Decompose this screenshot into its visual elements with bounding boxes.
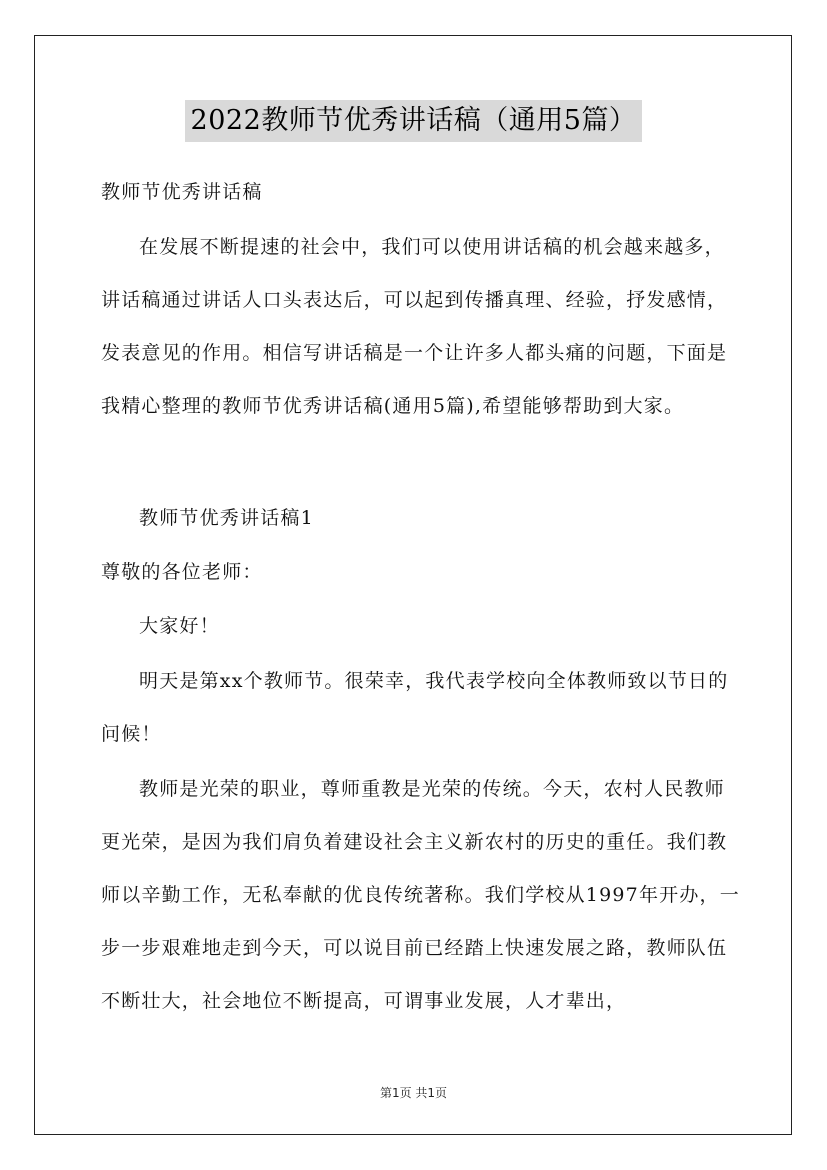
greeting: 大家好！ [139, 615, 220, 637]
document-subtitle: 教师节优秀讲话稿 [101, 181, 263, 203]
paragraph-2: 教师是光荣的职业，尊师重教是光荣的传统。今天，农村人民教师更光荣，是因为我们肩负着建设社会主义新农村的历史的重任。我们教师以辛勤工作，无私奉献的优良传统著称。我们学校从1997年开办，一步一步艰难地走到今天，可以说目前已经踏上快速发展之路，教师队伍不断壮大，社会地位不断提高，可谓事业发展，人才辈出， [101, 778, 740, 1012]
section-heading: 教师节优秀讲话稿1 [139, 507, 314, 529]
title-container [0, 100, 827, 142]
paragraph-1: 明天是第xx个教师节。很荣幸，我代表学校向全体教师致以节日的问候！ [101, 670, 729, 745]
intro-paragraph: 在发展不断提速的社会中，我们可以使用讲话稿的机会越来越多，讲话稿通过讲话人口头表达后，可以起到传播真理、经验，抒发感情，发表意见的作用。相信写讲话稿是一个让许多人都头痛的问题，下面是我精心整理的教师节优秀讲话稿(通用5篇),希望能够帮助到大家。 [101, 236, 728, 417]
salutation: 尊敬的各位老师： [101, 561, 263, 583]
page-footer: 第1页 共1页 [379, 1086, 448, 1100]
document-title: 2022教师节优秀讲话稿（通用5篇） [185, 100, 643, 142]
